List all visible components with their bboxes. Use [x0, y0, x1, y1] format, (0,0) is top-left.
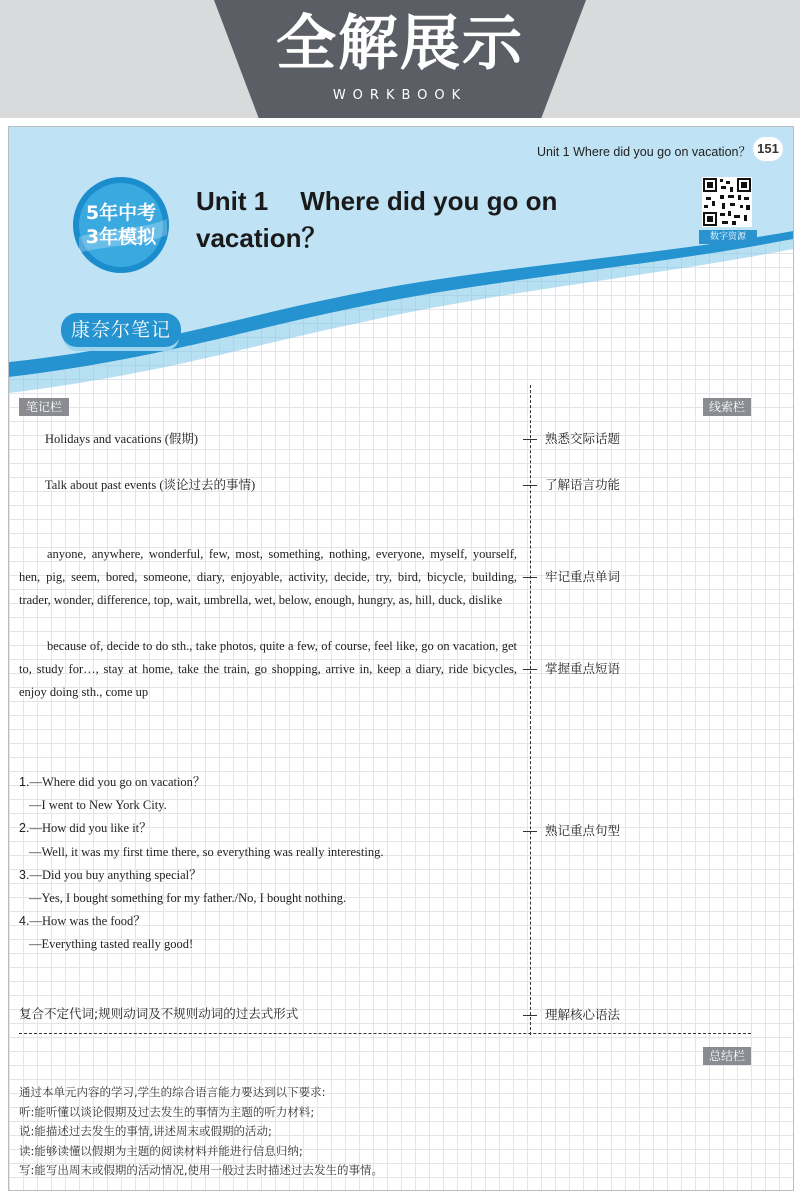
digital-resource-label: 数字资源	[699, 230, 757, 244]
page-number: 151	[753, 137, 783, 161]
summary-text	[19, 1083, 749, 1181]
qr-code[interactable]	[702, 177, 752, 227]
running-head: Unit 1 Where did you go on vacation？	[536, 145, 751, 159]
cue-words	[523, 569, 620, 585]
unit-number: Unit 1	[196, 186, 269, 216]
banner-subtitle: WORKBOOK	[332, 88, 468, 103]
note-function: Talk about past events (谈论过去的事情)	[45, 478, 256, 492]
cue-phrases-label: 掌握重点短语	[545, 661, 621, 676]
unit-title	[196, 183, 636, 257]
note-key-words: anyone, anywhere, wonderful, few, most, something, nothing, everyone, myself, yourself, hen, pig, seem, bored, someone, diary, enjoyable, activity, decide, try, bird, bicycle, building, trader, wonder, difference, top, wait, umbrella, wet, below, enough, hungry, as, hill, duck, dislike	[19, 547, 517, 607]
cue-grammar-label: 理解核心语法	[545, 1007, 621, 1022]
unit-heading: Where did you go on vacation？	[196, 186, 558, 253]
sentence-1-answer: —I went to New York City.	[29, 798, 167, 813]
sentence-4-answer: —Everything tasted really good!	[29, 937, 194, 952]
summary-line: 听:能听懂以谈论假期及过去发生的事情为主题的听力材料;	[19, 1104, 315, 1119]
banner-title: 全解展示	[276, 9, 524, 79]
cue-sentences	[523, 823, 620, 839]
summary-line: 通过本单元内容的学习,学生的综合语言能力要达到以下要求:	[19, 1085, 326, 1099]
summary-line: 写:能写出周末或假期的活动情况,使用一般过去时描述过去发生的事情。	[19, 1163, 384, 1177]
cue-grammar	[523, 1007, 620, 1023]
cue-topic-label: 熟悉交际话题	[545, 431, 621, 446]
cue-function	[523, 477, 620, 493]
sentence-3-question: 3.—Did you buy anything special？	[19, 867, 202, 882]
workbook-page	[8, 126, 794, 1191]
note-topic: Holidays and vacations (假期)	[45, 432, 199, 446]
sentence-3-answer: —Yes, I bought something for my father./No, I bought nothing.	[29, 891, 347, 906]
summary-line: 读:能够读懂以假期为主题的阅读材料并能进行信息归纳;	[19, 1143, 303, 1158]
summary-divider	[19, 1033, 751, 1034]
cue-function-label: 了解语言功能	[545, 477, 621, 492]
summary-column-tag: 总结栏	[703, 1047, 751, 1065]
cue-words-label: 牢记重点单词	[545, 569, 621, 584]
cornell-notes-tab: 康奈尔笔记	[61, 313, 181, 347]
logo-line-2: 3年模拟	[85, 226, 157, 248]
cue-phrases	[523, 661, 620, 677]
sentence-2-answer: —Well, it was my first time there, so everything was really interesting.	[29, 844, 384, 859]
cue-topic	[523, 431, 620, 447]
sentence-4-question: 4.—How was the food？	[19, 914, 146, 929]
note-grammar: 复合不定代词;规则动词及不规则动词的过去式形式	[19, 1006, 299, 1021]
summary-line: 说:能描述过去发生的事情,讲述周末或假期的活动;	[19, 1124, 272, 1138]
sentence-1-question: 1.—Where did you go on vacation？	[19, 775, 206, 789]
note-key-sentences	[19, 771, 524, 957]
top-banner	[0, 0, 800, 118]
sentence-2-question: 2.—How did you like it？	[19, 821, 152, 836]
cue-sentences-label: 熟记重点句型	[545, 823, 621, 838]
logo-line-1: 5年中考	[85, 202, 157, 224]
5-3-logo	[67, 175, 175, 275]
notes-column-tag: 笔记栏	[19, 398, 69, 416]
cue-column-tag: 线索栏	[703, 398, 751, 416]
note-key-phrases: because of, decide to do sth., take photos, quite a few, of course, feel like, go on vacation, get to, study for…, stay at home, take the train, go shopping, arrive in, keep a diary, ride bicycles, enjoy doing sth., come up	[19, 639, 517, 699]
